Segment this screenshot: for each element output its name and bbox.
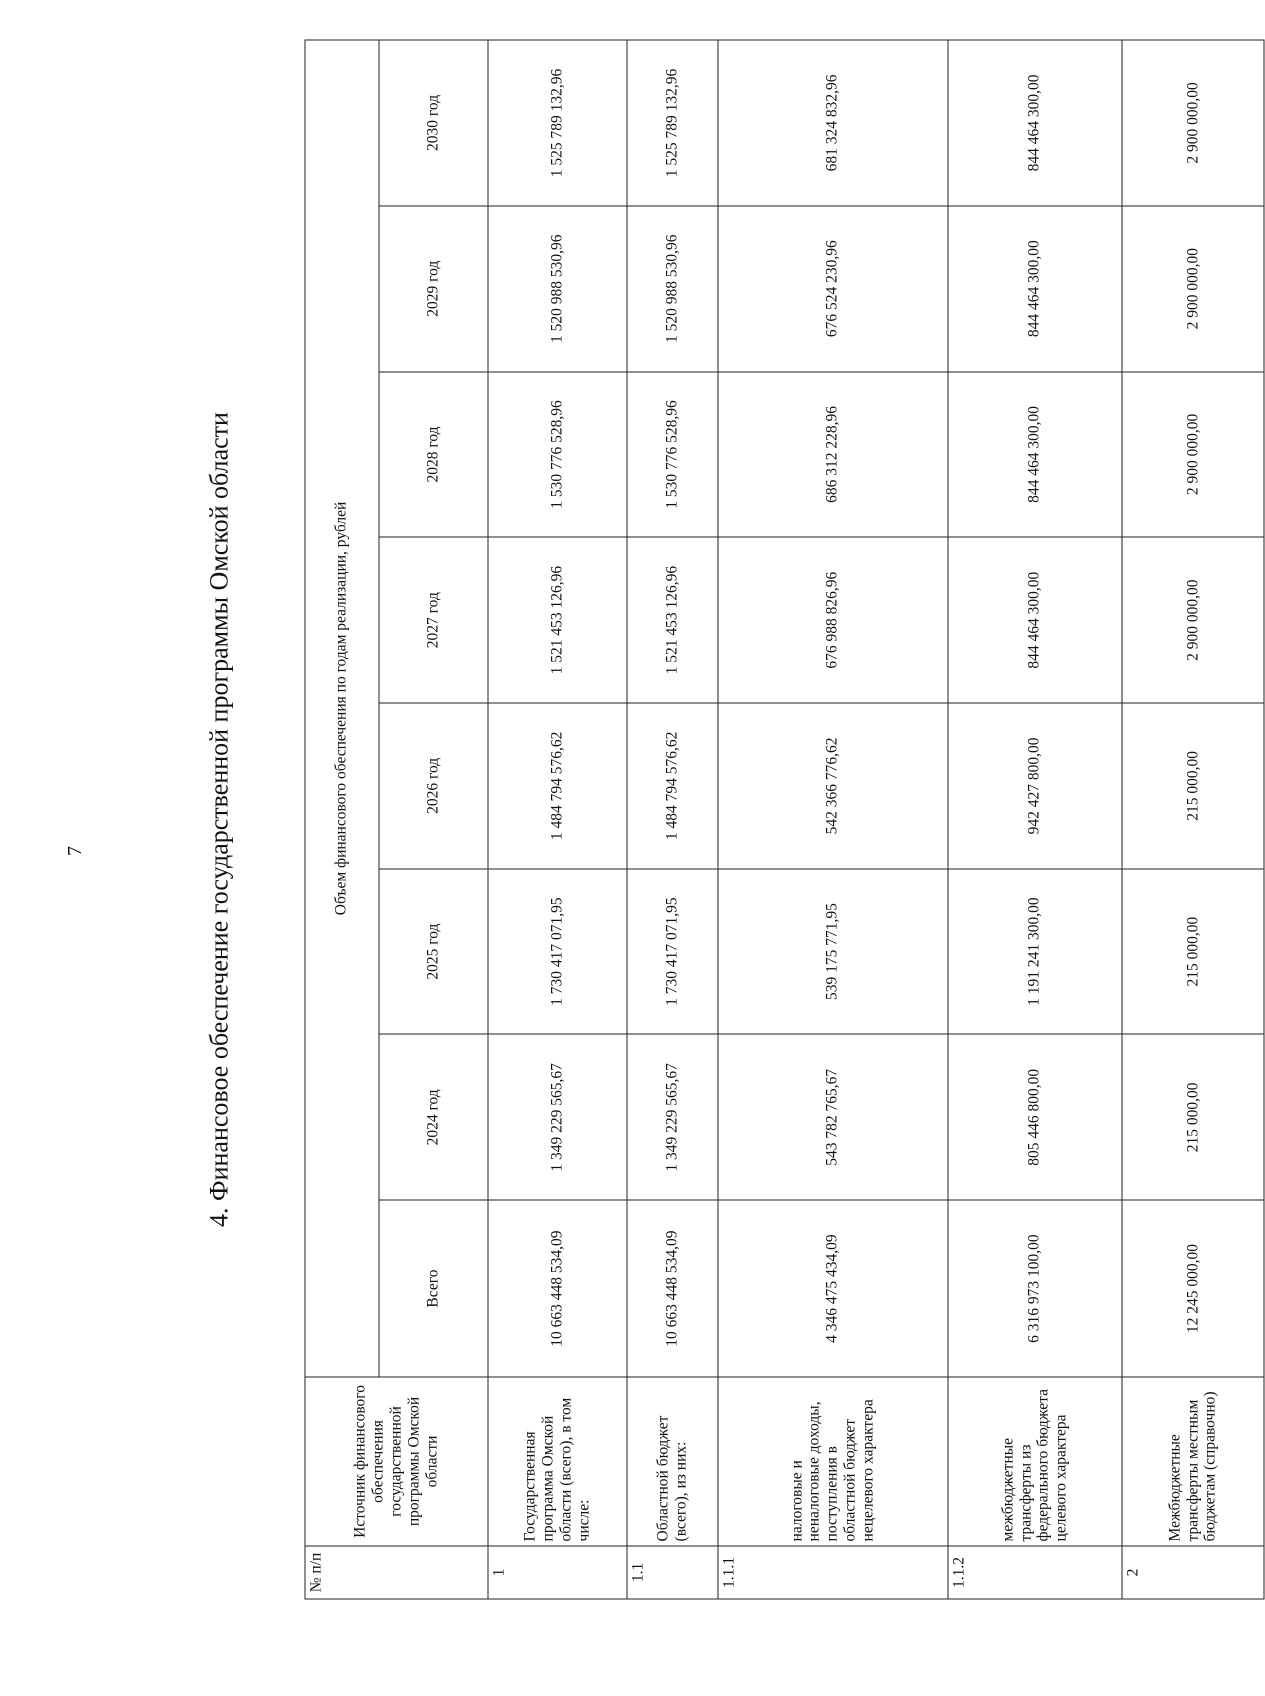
financing-table bbox=[305, 39, 1265, 1599]
row-value: 1 530 776 528,96 bbox=[488, 371, 627, 537]
row-value: 2 900 000,00 bbox=[1122, 40, 1264, 206]
header-year: 2028 год bbox=[379, 371, 488, 537]
row-num: 1.1.2 bbox=[948, 1545, 1122, 1598]
row-value: 1 484 794 576,62 bbox=[627, 703, 718, 869]
row-total: 10 663 448 534,09 bbox=[627, 1200, 718, 1377]
row-value: 1 520 988 530,96 bbox=[488, 205, 627, 371]
row-value: 1 730 417 071,95 bbox=[627, 868, 718, 1034]
row-value: 1 525 789 132,96 bbox=[627, 40, 718, 206]
row-value: 1 349 229 565,67 bbox=[627, 1034, 718, 1200]
row-value: 844 464 300,00 bbox=[948, 371, 1122, 537]
row-value: 844 464 300,00 bbox=[948, 205, 1122, 371]
row-value: 215 000,00 bbox=[1122, 868, 1264, 1034]
row-value: 215 000,00 bbox=[1122, 703, 1264, 869]
header-year: 2025 год bbox=[379, 868, 488, 1034]
header-year: 2024 год bbox=[379, 1034, 488, 1200]
row-num: 1 bbox=[488, 1545, 627, 1598]
row-source: налоговые и неналоговые доходы, поступления в областной бюджет нецелевого характера bbox=[718, 1376, 948, 1545]
table-row bbox=[718, 40, 948, 1599]
row-num: 1.1.1 bbox=[718, 1545, 948, 1598]
header-volume: Объем финансового обеспечения по годам реализации, рублей bbox=[305, 40, 379, 1377]
row-value: 2 900 000,00 bbox=[1122, 537, 1264, 703]
header-year: 2026 год bbox=[379, 703, 488, 869]
table-row bbox=[488, 40, 627, 1599]
header-year: 2029 год bbox=[379, 205, 488, 371]
row-total: 12 245 000,00 bbox=[1122, 1200, 1264, 1377]
row-value: 1 525 789 132,96 bbox=[488, 40, 627, 206]
header-num: № п/п bbox=[305, 1545, 488, 1598]
landscape-content bbox=[190, 39, 1265, 1599]
header-year: 2030 год bbox=[379, 40, 488, 206]
row-value: 676 524 230,96 bbox=[718, 205, 948, 371]
row-value: 2 900 000,00 bbox=[1122, 205, 1264, 371]
row-value: 805 446 800,00 bbox=[948, 1034, 1122, 1200]
table-row bbox=[627, 40, 718, 1599]
row-num: 2 bbox=[1122, 1545, 1264, 1598]
row-value: 1 520 988 530,96 bbox=[627, 205, 718, 371]
row-value: 686 312 228,96 bbox=[718, 371, 948, 537]
header-source: Источник финансового обеспечения государственной программы Омской области bbox=[305, 1376, 488, 1545]
row-value: 1 349 229 565,67 bbox=[488, 1034, 627, 1200]
row-value: 942 427 800,00 bbox=[948, 703, 1122, 869]
row-source: Межбюджетные трансферты местным бюджетам (справочно) bbox=[1122, 1376, 1264, 1545]
row-num: 1.1 bbox=[627, 1545, 718, 1598]
header-row-top bbox=[305, 40, 379, 1599]
row-source: Государственная программа Омской области (всего), в том числе: bbox=[488, 1376, 627, 1545]
section-title: 4. Финансовое обеспечение государственной программы Омской области bbox=[204, 411, 234, 1227]
row-source: межбюджетные трансферты из федерального бюджета целевого характера bbox=[948, 1376, 1122, 1545]
row-source: Областной бюджет (всего), из них: bbox=[627, 1376, 718, 1545]
row-value: 1 730 417 071,95 bbox=[488, 868, 627, 1034]
row-value: 844 464 300,00 bbox=[948, 537, 1122, 703]
row-value: 1 530 776 528,96 bbox=[627, 371, 718, 537]
header-row-years bbox=[379, 40, 488, 1599]
row-value: 543 782 765,67 bbox=[718, 1034, 948, 1200]
header-total: Всего bbox=[379, 1200, 488, 1377]
table-row bbox=[948, 40, 1122, 1599]
row-value: 681 324 832,96 bbox=[718, 40, 948, 206]
row-value: 542 366 776,62 bbox=[718, 703, 948, 869]
row-value: 844 464 300,00 bbox=[948, 40, 1122, 206]
row-value: 1 484 794 576,62 bbox=[488, 703, 627, 869]
row-value: 2 900 000,00 bbox=[1122, 371, 1264, 537]
row-total: 10 663 448 534,09 bbox=[488, 1200, 627, 1377]
row-total: 4 346 475 434,09 bbox=[718, 1200, 948, 1377]
header-year: 2027 год bbox=[379, 537, 488, 703]
row-value: 676 988 826,96 bbox=[718, 537, 948, 703]
page-number: 7 bbox=[64, 846, 86, 856]
table-row bbox=[1122, 40, 1264, 1599]
row-total: 6 316 973 100,00 bbox=[948, 1200, 1122, 1377]
row-value: 215 000,00 bbox=[1122, 1034, 1264, 1200]
row-value: 1 191 241 300,00 bbox=[948, 868, 1122, 1034]
row-value: 1 521 453 126,96 bbox=[488, 537, 627, 703]
row-value: 1 521 453 126,96 bbox=[627, 537, 718, 703]
row-value: 539 175 771,95 bbox=[718, 868, 948, 1034]
